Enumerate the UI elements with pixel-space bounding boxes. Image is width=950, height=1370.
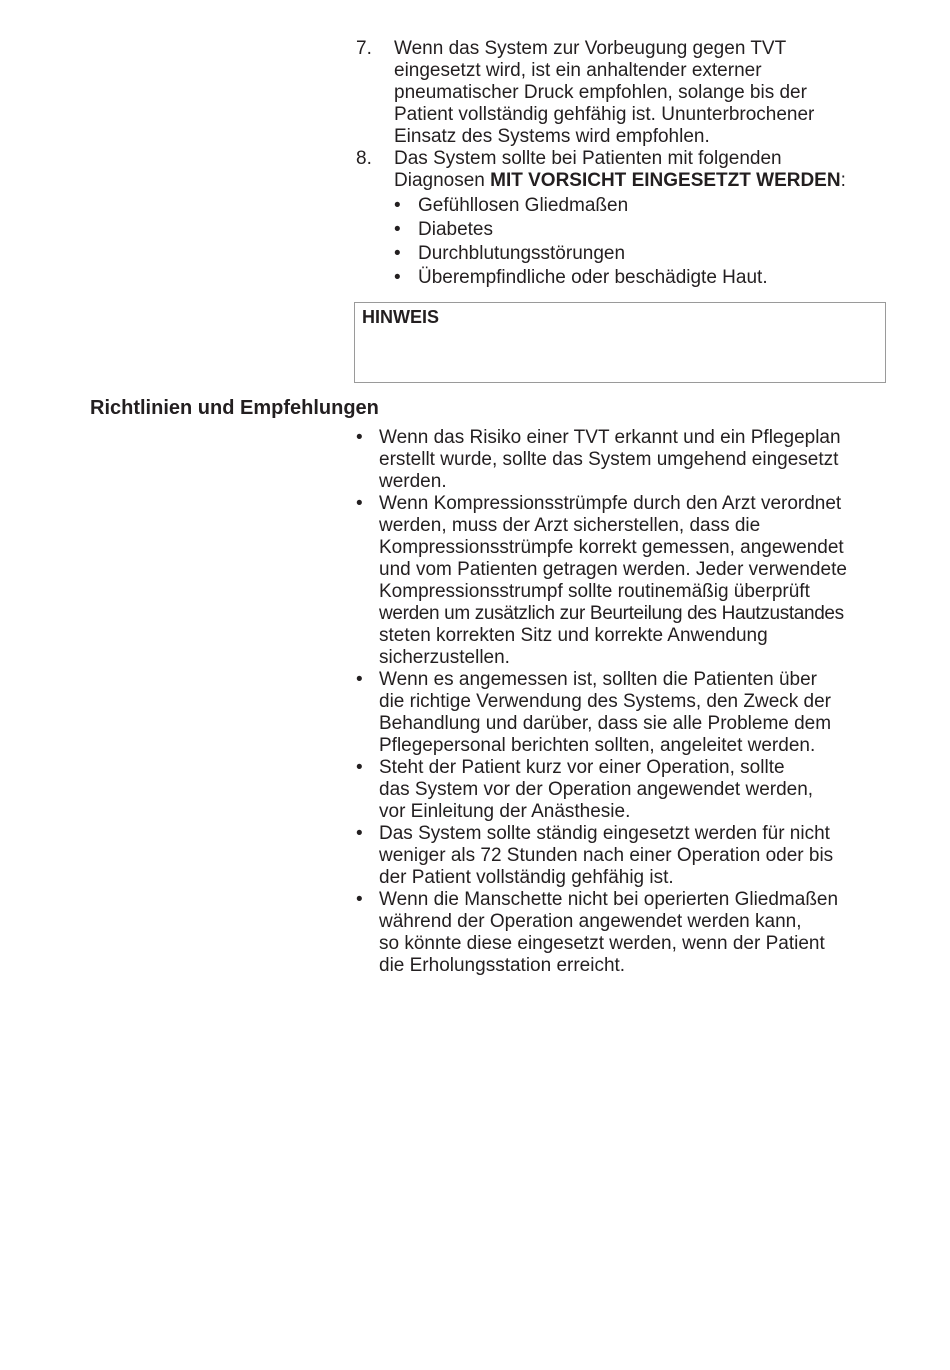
text-line: Wenn das System zur Vorbeugung gegen TVT [394,38,787,59]
text-line: pneumatischer Druck empfohlen, solange bis der [394,82,807,103]
bullet-icon: • [356,669,363,690]
numbered-item-7 [356,38,896,148]
guideline-item [356,493,896,669]
bullet-icon: • [394,219,401,240]
text-line: werden, muss der Arzt sicherstellen, dass die [379,515,761,536]
text-line: weniger als 72 Stunden nach einer Operation oder bis [379,845,834,866]
diagnosis-item [394,266,896,290]
caution-emphasis: MIT VORSICHT EINGESETZT WERDEN [490,170,841,191]
bullet-icon: • [394,195,401,216]
bullet-icon: • [394,243,401,264]
text-line: eingesetzt wird, ist ein anhaltender externer [394,60,762,81]
hinweis-box [354,302,886,383]
guidelines-list [356,427,896,977]
text-prefix: Diagnosen [394,170,491,191]
text-line: werden. [379,471,447,492]
item-number: 8. [356,148,372,169]
guideline-text [379,889,896,977]
bullet-icon: • [356,493,363,514]
text-line: der Patient vollständig gehfähig ist. [379,867,674,888]
text-line: sicherzustellen. [379,647,510,668]
bullet-icon: • [356,823,363,844]
bullet-icon: • [394,267,401,288]
text-line: Das System sollte ständig eingesetzt werden für nicht [379,823,830,844]
text-line: erstellt wurde, sollte das System umgehend eingesetzt [379,449,839,470]
text-line: Kompressionsstrumpf sollte routinemäßig überprüft [379,581,810,602]
bullet-icon: • [356,757,363,778]
diagnosis-item [394,194,896,218]
diagnosis-text: Diabetes [418,219,493,240]
text-line: steten korrekten Sitz und korrekte Anwendung [379,625,768,646]
bullet-icon: • [356,427,363,448]
guideline-text [379,669,896,757]
text-line: das System vor der Operation angewendet werden, [379,779,814,800]
guideline-item [356,823,896,889]
text-line [394,170,896,192]
text-line: werden um zusätzlich zur Beurteilung des Hautzustandes [379,603,844,624]
hinweis-label: HINWEIS [362,307,440,327]
diagnosis-item [394,218,896,242]
diagnosis-text: Durchblutungsstörungen [418,243,626,264]
diagnosis-text: Gefühllosen Gliedmaßen [418,195,629,216]
text-line: Wenn das Risiko einer TVT erkannt und ein Pflegeplan [379,427,841,448]
text-line: die richtige Verwendung des Systems, den Zweck der [379,691,832,712]
item-text [394,148,896,192]
section-heading: Richtlinien und Empfehlungen [90,397,379,419]
text-line: so könnte diese eingesetzt werden, wenn der Patient [379,933,825,954]
text-line: Wenn Kompressionsstrümpfe durch den Arzt verordnet [379,493,842,514]
text-line: Pflegepersonal berichten sollten, angeleitet werden. [379,735,816,756]
guideline-text [379,823,896,889]
guideline-item [356,669,896,757]
diagnosis-item [394,242,896,266]
item-text [394,38,896,148]
guideline-text [379,427,896,493]
text-line: Wenn die Manschette nicht bei operierten Gliedmaßen [379,889,839,910]
guideline-item [356,757,896,823]
numbered-list [356,38,896,290]
diagnosis-text: Überempfindliche oder beschädigte Haut. [418,267,768,288]
text-line: Einsatz des Systems wird empfohlen. [394,126,710,147]
text-suffix: : [840,170,846,191]
text-line: Wenn es angemessen ist, sollten die Patienten über [379,669,817,690]
bullet-icon: • [356,889,363,910]
numbered-item-8 [356,148,896,290]
guideline-item [356,427,896,493]
text-line: die Erholungsstation erreicht. [379,955,626,976]
text-line: Das System sollte bei Patienten mit folgenden [394,148,782,169]
item-number: 7. [356,38,372,59]
text-line: während der Operation angewendet werden kann, [379,911,802,932]
text-line: Behandlung und darüber, dass sie alle Probleme dem [379,713,832,734]
text-line: Steht der Patient kurz vor einer Operation, sollte [379,757,785,778]
guideline-text [379,757,896,823]
guideline-text [379,493,896,669]
guideline-item [356,889,896,977]
text-line: Patient vollständig gehfähig ist. Ununterbrochener [394,104,815,125]
text-line: Kompressionsstrümpfe korrekt gemessen, angewendet [379,537,844,558]
text-line: und vom Patienten getragen werden. Jeder verwendete [379,559,847,580]
diagnosis-list [394,194,896,290]
text-line: vor Einleitung der Anästhesie. [379,801,631,822]
